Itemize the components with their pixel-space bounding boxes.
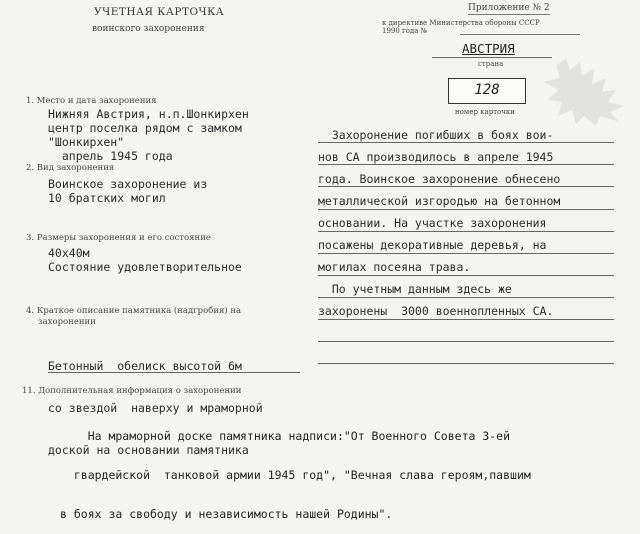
country-label: страна	[478, 60, 504, 68]
right-text-line: основании. На участке захоронения	[318, 216, 547, 230]
card-number-value: 128	[474, 82, 500, 98]
right-text-line: металлической изгородью на бетонном	[318, 194, 561, 208]
additional-info-text	[60, 404, 620, 534]
ruled-line	[318, 275, 614, 276]
right-text-line: нов СА производилось в апреле 1945	[318, 150, 554, 164]
directive-number-line	[460, 34, 580, 35]
ruled-line	[318, 142, 614, 143]
section-4-label-line-1: 4. Краткое описание памятника (надгробия) на	[26, 306, 242, 316]
ruled-line	[318, 297, 614, 298]
paper-stain	[536, 56, 636, 126]
section-1-line: Нижняя Австрия, н.п.Шонкирхен	[48, 107, 249, 121]
card-number-box	[448, 78, 526, 104]
right-text-line: могилах посеяна трава.	[318, 260, 471, 274]
card-title: УЧЕТНАЯ КАРТОЧКА	[94, 6, 225, 18]
section-3-label: 3. Размеры захоронения и его состояние	[26, 233, 211, 243]
right-text-line: Захоронение погибших в боях вои-	[318, 128, 554, 142]
section-1-line: центр поселка рядом с замком	[48, 121, 242, 135]
right-text-line: посажены декоративные деревья, на	[318, 238, 547, 252]
section-4-line: со звездой наверху и мраморной	[48, 401, 263, 415]
right-text-line: года. Воинское захоронение обнесено	[318, 172, 561, 186]
country-value: АВСТРИЯ	[462, 41, 515, 56]
section-2-label: 2. Вид захоронения	[26, 163, 115, 173]
section-1-line: "Шонкирхен"	[48, 135, 125, 149]
ruled-line	[318, 231, 614, 232]
country-underline	[432, 57, 552, 58]
right-text-line: По учетным данным здесь же	[318, 282, 512, 296]
directive-line-2: 1990 года №	[382, 27, 428, 35]
ruled-line	[318, 186, 614, 187]
card-subtitle: воинского захоронения	[92, 24, 205, 34]
section-2-line: 10 братских могил	[48, 191, 166, 205]
ruled-line	[318, 319, 614, 320]
appendix-label: Приложение № 2	[468, 3, 550, 13]
directive-line-1: к директиве Министерства обороны СССР	[382, 19, 540, 27]
section-1-line: апрель 1945 года	[48, 149, 173, 163]
section-3-line: Состояние удовлетворительное	[48, 260, 242, 274]
additional-info-line: На мраморной доске памятника надписи:"От Военного Совета 3-ей	[60, 429, 511, 443]
section-11-label: 11. Дополнительная информация о захоронении	[22, 386, 242, 396]
section-2-line: Воинское захоронение из	[48, 177, 208, 191]
ruled-line	[318, 209, 614, 210]
section-3-text	[48, 246, 242, 274]
ruled-line	[318, 363, 614, 364]
ruled-line	[318, 253, 614, 254]
section-4-line: Бетонный обелиск высотой 6м	[48, 359, 242, 373]
ruled-line	[318, 341, 614, 342]
section-2-text	[48, 177, 207, 205]
section-4-label-line-2: захоронении	[38, 317, 96, 327]
section-1-text	[48, 107, 249, 163]
section-1-label: 1. Место и дата захоронения	[26, 96, 157, 106]
additional-info-line: гвардейской танковой армии 1945 год", "Вечная слава героям,павшим	[60, 468, 531, 482]
section-4-underline	[48, 372, 300, 373]
section-4-line: доской на основании памятника	[48, 443, 249, 457]
card-number-label: номер карточки	[455, 108, 515, 116]
right-text-line: захоронены 3000 военнопленных СА.	[318, 304, 554, 318]
ruled-line	[318, 164, 614, 165]
section-3-line: 40х40м	[48, 246, 90, 260]
additional-info-line: в боях за свободу и независимость нашей Родины".	[60, 507, 393, 521]
